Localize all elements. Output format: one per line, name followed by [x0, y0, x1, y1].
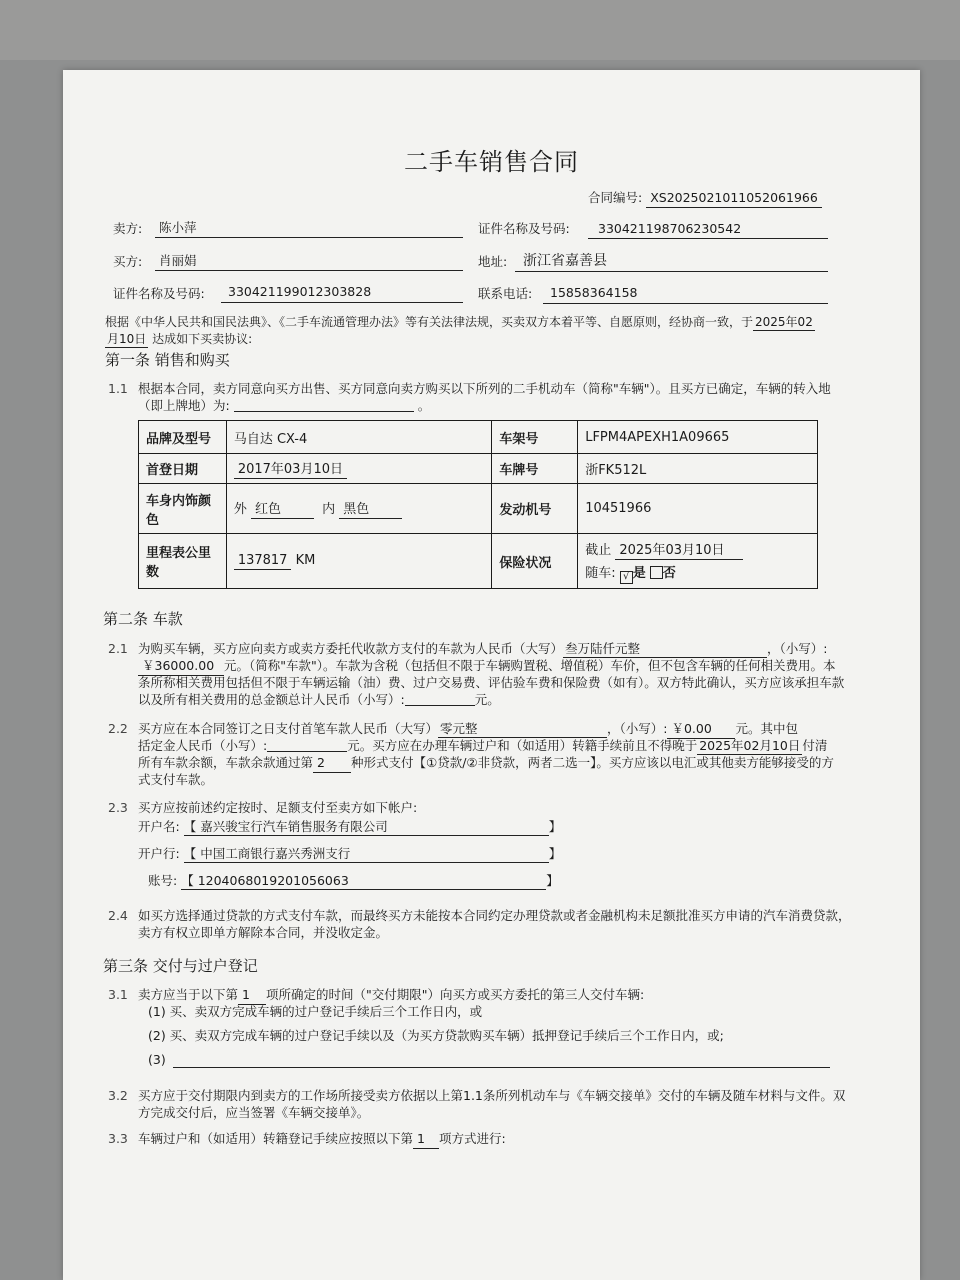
color-label	[139, 484, 227, 534]
ext-color-label: 外	[233, 502, 247, 517]
mileage-label-line-1: 里程表公里	[146, 546, 212, 561]
clause-2-3-number: 2.3	[108, 800, 128, 815]
with-car-label: 随车:	[585, 565, 616, 581]
clause-2-2-line-4: 式支付车款。	[138, 772, 214, 787]
insurance-until-value: 2025年03月10日	[615, 539, 743, 560]
preamble-line-1	[105, 314, 815, 331]
no-checkbox[interactable]	[650, 566, 663, 579]
insurance-cell	[578, 534, 818, 589]
insurance-until-label: 截止	[585, 542, 612, 558]
bank-name-row: 开户名: 【 嘉兴骏宝行汽车销售服务有限公司 】	[138, 819, 562, 834]
bank-acct-label: 账号:	[148, 873, 178, 888]
clause-2-2-words: 零元整	[438, 721, 607, 738]
reg-date-label: 首登日期	[139, 454, 227, 484]
clause-2-2-text-4: 括定金人民币（小写）:	[138, 738, 268, 753]
vin-label: 车架号	[492, 421, 578, 454]
clause-2-1-text-6: 元。	[474, 692, 500, 707]
seller-underline	[155, 237, 463, 238]
bank-branch-row: 开户行: 【 中国工商银行嘉兴秀洲支行 】	[138, 846, 562, 861]
section-3-title: 第三条 交付与过户登记	[103, 957, 258, 975]
mileage-label	[139, 534, 227, 589]
seller-id: 330421198706230542	[598, 221, 742, 236]
with-car-row	[585, 562, 810, 584]
bank-acct-row: 账号: 【 1204068019201056063 】	[148, 873, 559, 888]
brand-value: 马自达 CX-4	[226, 421, 492, 454]
clause-2-1-line-3: 条所称相关费用包括但不限于车辆运输（油）费、过户交易费、评估验车费和保险费（如有）。双方特此确认，买方应该承担车款	[138, 675, 845, 690]
insurance-until-row	[585, 539, 810, 560]
seller-name: 陈小萍	[159, 220, 197, 235]
seller-id-underline	[588, 238, 828, 239]
clause-3-1-number: 3.1	[108, 987, 128, 1002]
clause-3-1-text-1: 卖方应当于以下第	[138, 987, 239, 1002]
clause-3-1-item-3-blank	[173, 1067, 830, 1068]
clause-2-2-text-3: 元。其中包	[735, 721, 798, 736]
total-amount-blank	[405, 705, 475, 706]
bank-acct-field: 【 1204068019201056063	[181, 873, 546, 890]
clause-2-1-number: 2.1	[108, 641, 128, 656]
clause-1-1-number: 1.1	[108, 381, 128, 396]
plate-label: 车牌号	[492, 454, 578, 484]
clause-3-2-line-2: 方完成交付后，应当签署《车辆交接单》。	[138, 1105, 370, 1120]
clause-2-1-line-4	[138, 692, 500, 708]
clause-1-1-text-2: （即上牌地）为:	[138, 398, 230, 413]
bank-acct-value: 1204068019201056063	[197, 873, 349, 888]
clause-1-1-line-2	[138, 398, 430, 414]
plate-location-blank	[234, 411, 414, 412]
seller-id-label: 证件名称及号码:	[478, 221, 570, 236]
bank-name-field: 【 嘉兴骏宝行汽车销售服务有限公司	[184, 819, 549, 836]
background-top	[0, 0, 960, 60]
clause-3-3-number: 3.3	[108, 1131, 128, 1146]
clause-3-1-line-1	[138, 987, 644, 1005]
document-title: 二手车销售合同	[404, 148, 579, 176]
clause-3-1-item-2: (2) 买、卖双方完成车辆的过户登记手续以及（为买方贷款购买车辆）抵押登记手续后三个工作日内，或;	[148, 1028, 724, 1043]
clause-2-1-text-3: 元。（简称"车款"）。车款为含税（包括但不限于车辆购置税、增值税）车价，但不包含车辆的任何相关费用。本	[224, 658, 836, 673]
bank-name-label: 开户名:	[138, 819, 180, 834]
clause-3-1-text-2: 项所确定的时间（"交付期限"）向买方或买方委托的第三人交付车辆:	[266, 987, 645, 1002]
seller-label: 卖方:	[113, 221, 143, 236]
color-label-line-2: 色	[146, 512, 160, 528]
preamble-date-2: 月10日	[107, 332, 147, 346]
buyer-label: 买方:	[113, 254, 143, 269]
bank-name-value: 嘉兴骏宝行汽车销售服务有限公司	[200, 819, 388, 834]
clause-2-2-text-1: 买方应在本合同签订之日支付首笔车款人民币（大写）	[138, 721, 439, 736]
table-row	[139, 421, 818, 454]
table-row	[139, 534, 818, 589]
ext-color-value: 红色	[251, 498, 314, 519]
section-2-title: 第二条 车款	[103, 610, 183, 628]
insurance-label: 保险状况	[492, 534, 578, 589]
clause-3-1-item-3: (3)	[148, 1052, 166, 1067]
plate-value: 浙FK512L	[578, 454, 818, 484]
clause-2-4-number: 2.4	[108, 908, 128, 923]
bank-branch-label: 开户行:	[138, 846, 180, 861]
clause-3-1-option: 1	[238, 987, 266, 1005]
vehicle-info-table	[138, 420, 818, 589]
buyer-name: 肖丽娟	[159, 253, 197, 268]
preamble-text-1: 根据《中华人民共和国民法典》、《二手车流通管理办法》等有关法律法规，买卖双方本着平等、自愿原则，经协商一致，于	[105, 315, 754, 329]
clause-2-1-line-1	[138, 641, 827, 658]
bank-branch-field: 【 中国工商银行嘉兴秀洲支行	[184, 846, 549, 863]
clause-2-2-deadline: 2025年02月10日	[699, 738, 801, 753]
clause-2-2-text-6: 付清	[802, 738, 828, 753]
buyer-id: 330421199012303828	[228, 284, 372, 299]
no-label: 否	[662, 565, 676, 581]
vin-value: LFPM4APEXH1A09665	[578, 421, 818, 454]
clause-3-2-number: 3.2	[108, 1088, 128, 1103]
clause-2-4-line-1: 如买方选择通过贷款的方式支付车款，而最终买方未能按本合同约定办理贷款或者金融机构未足额批准买方申请的汽车消费贷款，	[138, 908, 851, 923]
clause-3-3-line-1	[138, 1131, 506, 1149]
contract-document	[63, 70, 920, 1280]
engine-value: 10451966	[578, 484, 818, 534]
buyer-id-label: 证件名称及号码:	[113, 286, 205, 301]
clause-2-2-option: 2	[313, 755, 351, 773]
buyer-address-label: 地址:	[478, 254, 508, 269]
buyer-underline	[155, 270, 463, 271]
buyer-phone-underline	[543, 303, 828, 304]
brand-label: 品牌及型号	[139, 421, 227, 454]
clause-2-4-line-2: 卖方有权立即单方解除本合同，并没收定金。	[138, 925, 389, 940]
clause-2-3-text: 买方应按前述约定按时、足额支付至卖方如下帐户:	[138, 800, 418, 815]
buyer-id-underline	[221, 302, 463, 303]
clause-2-2-amount: ￥0.00	[667, 721, 735, 739]
clause-3-3-option: 1	[413, 1131, 439, 1149]
deposit-blank	[267, 751, 347, 752]
preamble-date-1: 2025年02	[755, 315, 813, 329]
contract-no-label: 合同编号:	[588, 190, 643, 205]
clause-2-2-line-3	[138, 755, 834, 773]
clause-2-1-text-1: 为购买车辆，买方应向卖方或卖方委托代收款方支付的车款为人民币（大写）	[138, 641, 564, 656]
int-color-label: 内	[322, 502, 336, 517]
clause-2-2-line-2	[138, 738, 827, 755]
clause-3-1-item-1: (1) 买、卖双方完成车辆的过户登记手续后三个工作日内，或	[148, 1004, 483, 1019]
mileage-cell	[226, 534, 492, 589]
clause-2-1-line-2	[138, 658, 836, 676]
clause-2-1-amount: ￥36000.00	[138, 658, 224, 676]
bank-branch-value: 中国工商银行嘉兴秀洲支行	[200, 846, 351, 861]
clause-2-2-text-2: ，（小写）:	[607, 721, 668, 736]
clause-2-1-text-2: ，（小写）:	[767, 641, 828, 656]
reg-date-value: 2017年03月10日	[234, 458, 347, 479]
yes-label: 是	[632, 565, 646, 581]
preamble-line-2	[105, 331, 252, 348]
color-label-line-1: 车身内饰颜	[146, 493, 212, 509]
contract-no: XS2025021011052061966	[646, 190, 822, 208]
yes-checkbox[interactable]: √	[620, 571, 633, 584]
clause-2-2-line-1	[138, 721, 798, 739]
preamble-text-2: 达成如下买卖协议:	[152, 332, 253, 346]
buyer-phone-label: 联系电话:	[478, 286, 533, 301]
contract-no-row	[588, 190, 822, 208]
engine-label: 发动机号	[492, 484, 578, 534]
section-1-title: 第一条 销售和购买	[105, 351, 230, 369]
clause-1-1-line-1: 根据本合同，卖方同意向买方出售、买方同意向卖方购买以下所列的二手机动车（简称"车辆"）。且买方已确定，车辆的转入地	[138, 381, 831, 396]
clause-3-3-text-2: 项方式进行:	[439, 1131, 506, 1146]
int-color-value: 黑色	[339, 498, 402, 519]
table-row	[139, 454, 818, 484]
clause-1-1-text-3: 。	[417, 398, 431, 413]
clause-2-2-text-8: 种形式支付【①贷款/②非贷款，两者二选一】。买方应该以电汇或其他卖方能够接受的方	[351, 755, 834, 770]
clause-3-2-line-1: 买方应于交付期限内到卖方的工作场所接受卖方依据以上第1.1条所列机动车与《车辆交接单》交付的车辆及随车材料与文件。双	[138, 1088, 846, 1103]
clause-2-1-amount-words: 叁万陆仟元整	[563, 641, 767, 658]
table-row	[139, 484, 818, 534]
buyer-phone: 15858364158	[550, 285, 638, 300]
color-cell	[226, 484, 492, 534]
clause-2-2-number: 2.2	[108, 721, 128, 736]
reg-date-cell	[226, 454, 492, 484]
mileage-label-line-2: 数	[146, 565, 160, 580]
mileage-unit: KM	[295, 552, 316, 568]
clause-2-1-text-5: 以及所有相关费用的总金额总计人民币（小写）:	[138, 692, 405, 707]
mileage-value: 137817	[234, 553, 292, 570]
clause-2-2-text-7: 所有车款余额，车款余款通过第	[138, 755, 314, 770]
clause-2-2-text-5: 元。买方应在办理车辆过户和（如适用）转籍手续前且不得晚于	[347, 738, 698, 753]
buyer-address: 浙江省嘉善县	[523, 253, 607, 269]
clause-3-3-text-1: 车辆过户和（如适用）转籍登记手续应按照以下第	[138, 1131, 414, 1146]
buyer-address-underline	[515, 271, 828, 272]
